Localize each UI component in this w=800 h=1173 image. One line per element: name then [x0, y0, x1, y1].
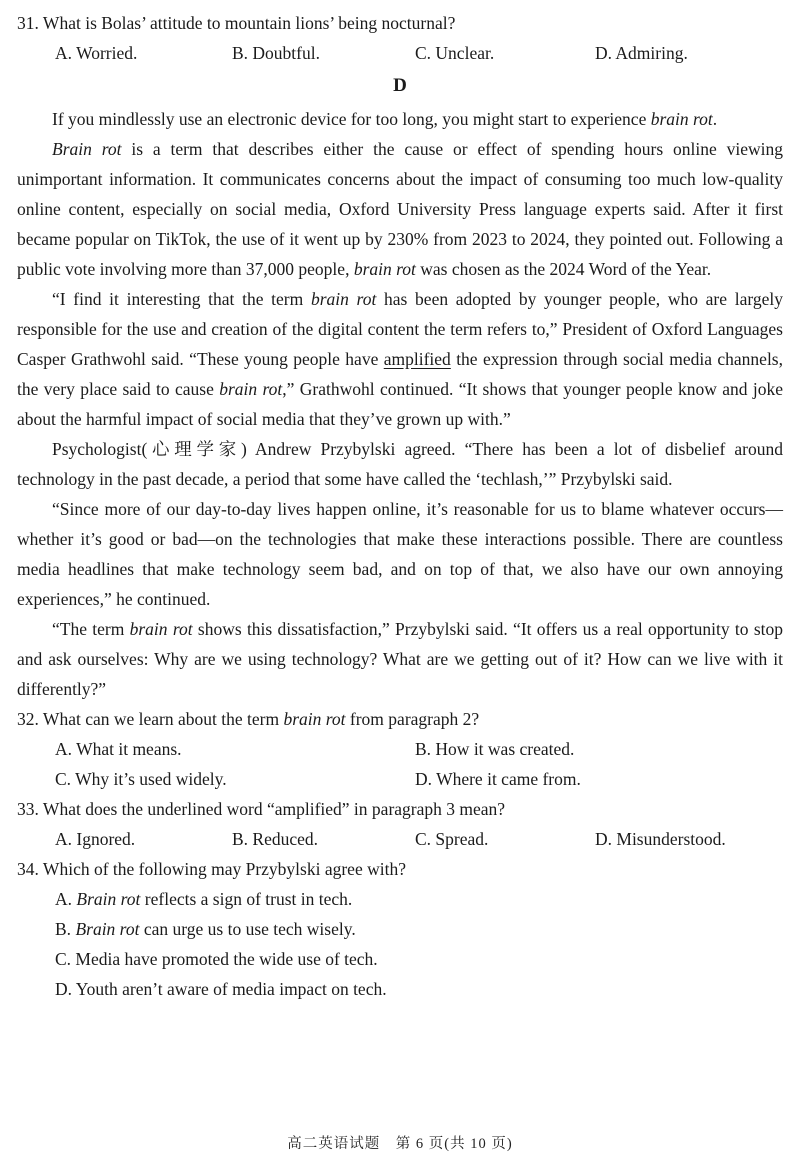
text-run: can urge us to use tech wisely. — [139, 919, 356, 939]
text-run: D. Misunderstood. — [595, 829, 726, 849]
text-run: A. — [55, 889, 77, 909]
italic-term: Brain rot — [76, 889, 141, 909]
questions — [17, 704, 783, 1004]
text-run: from paragraph 2? — [345, 709, 480, 729]
text-run: B. Doubtful. — [232, 43, 320, 63]
italic-term: brain rot — [650, 109, 713, 129]
text-run: A. Worried. — [55, 43, 138, 63]
italic-term: Brain rot — [52, 139, 122, 159]
passage-paragraph — [17, 614, 783, 704]
text-run: reflects a sign of trust in tech. — [140, 889, 353, 909]
text-run: the expression through social media channels, the very place said to cause — [17, 349, 783, 399]
text-run: was chosen as the 2024 Word of the Year. — [415, 259, 712, 279]
option — [55, 914, 783, 944]
text-run: 32. What can we learn about the term — [17, 709, 284, 729]
option — [595, 824, 783, 854]
option — [232, 38, 415, 68]
text-run: shows this dissatisfaction,” Przybylski said. “It offers us a real opportunity to stop and ask ourselves: Why are we using technology? What are we getting out of it? How can we live with it differently?” — [17, 619, 784, 699]
option — [55, 734, 415, 764]
question-options — [17, 734, 783, 794]
text-run: D. Youth aren’t aware of media impact on tech. — [55, 979, 387, 999]
passage-paragraph — [17, 494, 783, 614]
section-heading: D — [393, 75, 407, 96]
option — [415, 764, 783, 794]
question-options — [17, 884, 783, 1004]
text-run: C. Why it’s used widely. — [55, 769, 227, 789]
passage-paragraph — [17, 284, 783, 434]
question-options — [17, 824, 783, 854]
underlined-word: amplified — [383, 349, 451, 369]
text-run: is a term that describes either the cause or effect of spending hours online viewing unimportant information. It communicates concerns about the impact of consuming too much low-quality online content, especially on social media, Oxford University Press language experts said. After it first became popular on TikTok, the use of it went up by 230% from 2023 to 2024, they pointed out. Following a public vote involving more than 37,000 people, — [17, 139, 783, 279]
text-run: D. Where it came from. — [415, 769, 581, 789]
option — [415, 824, 595, 854]
page-footer: 高二英语试题 第 6 页(共 10 页) — [287, 1136, 513, 1152]
text-run: B. Reduced. — [232, 829, 319, 849]
text-run: A. What it means. — [55, 739, 182, 759]
question-block — [17, 704, 783, 794]
question-block — [17, 854, 783, 1004]
option — [55, 944, 783, 974]
option — [55, 884, 783, 914]
option — [415, 38, 595, 68]
question-stem — [17, 704, 783, 734]
italic-term: brain rot — [283, 709, 346, 729]
question-stem — [17, 854, 783, 884]
passage-paragraph — [17, 134, 783, 284]
option — [55, 824, 232, 854]
text-run: D. Admiring. — [595, 43, 688, 63]
text-run: B. How it was created. — [415, 739, 575, 759]
question-stem — [17, 794, 783, 824]
passage — [17, 104, 783, 704]
text-run: 33. What does the underlined word “amplified” in paragraph 3 mean? — [17, 799, 506, 819]
question-31 — [17, 8, 783, 68]
text-run: B. — [55, 919, 76, 939]
option — [595, 38, 783, 68]
option — [55, 974, 783, 1004]
option — [55, 38, 232, 68]
text-run: “The term — [52, 619, 130, 639]
text-run: . — [712, 109, 718, 129]
text-run: has been adopted by younger people, who are largely responsible for the use and creation of the digital content the term refers to,” President of Oxford Languages Casper Grathwohl said. “These young people have — [17, 289, 783, 369]
text-run: 34. Which of the following may Przybylski agree with? — [17, 859, 406, 879]
option — [232, 824, 415, 854]
text-run: If you mindlessly use an electronic device for too long, you might start to experience — [52, 109, 651, 129]
text-run: 31. What is Bolas’ attitude to mountain lions’ being nocturnal? — [17, 13, 456, 33]
text-run: A. Ignored. — [55, 829, 136, 849]
passage-paragraph — [17, 104, 783, 134]
italic-term: brain rot — [310, 289, 377, 309]
passage-paragraph — [17, 434, 783, 494]
option — [55, 764, 415, 794]
italic-term: Brain rot — [75, 919, 140, 939]
question-block — [17, 8, 783, 68]
option — [415, 734, 783, 764]
text-run: C. Media have promoted the wide use of tech. — [55, 949, 378, 969]
text-run: C. Unclear. — [415, 43, 495, 63]
text-run: “I find it interesting that the term — [52, 289, 311, 309]
text-run: “Since more of our day-to-day lives happen online, it’s reasonable for us to blame whatever occurs—whether it’s good or bad—on the technologies that make these interactions possible. There are countless media headlines that make technology seem bad, and on top of that, we also have our own annoying experiences,” he continued. — [17, 499, 783, 609]
question-stem — [17, 8, 783, 38]
text-run: Psychologist(心理学家) Andrew Przybylski agreed. “There has been a lot of disbelief around technology in the past decade, a period that some have called the ‘techlash,’” Przybylski said. — [17, 439, 783, 489]
text-run: ,” Grathwohl continued. “It shows that younger people know and joke about the harmful impact of social media that they’ve grown up with.” — [17, 379, 783, 429]
question-options — [17, 38, 783, 68]
italic-term: brain rot — [353, 259, 416, 279]
question-block — [17, 794, 783, 854]
italic-term: brain rot — [219, 379, 283, 399]
italic-term: brain rot — [129, 619, 193, 639]
text-run: C. Spread. — [415, 829, 489, 849]
